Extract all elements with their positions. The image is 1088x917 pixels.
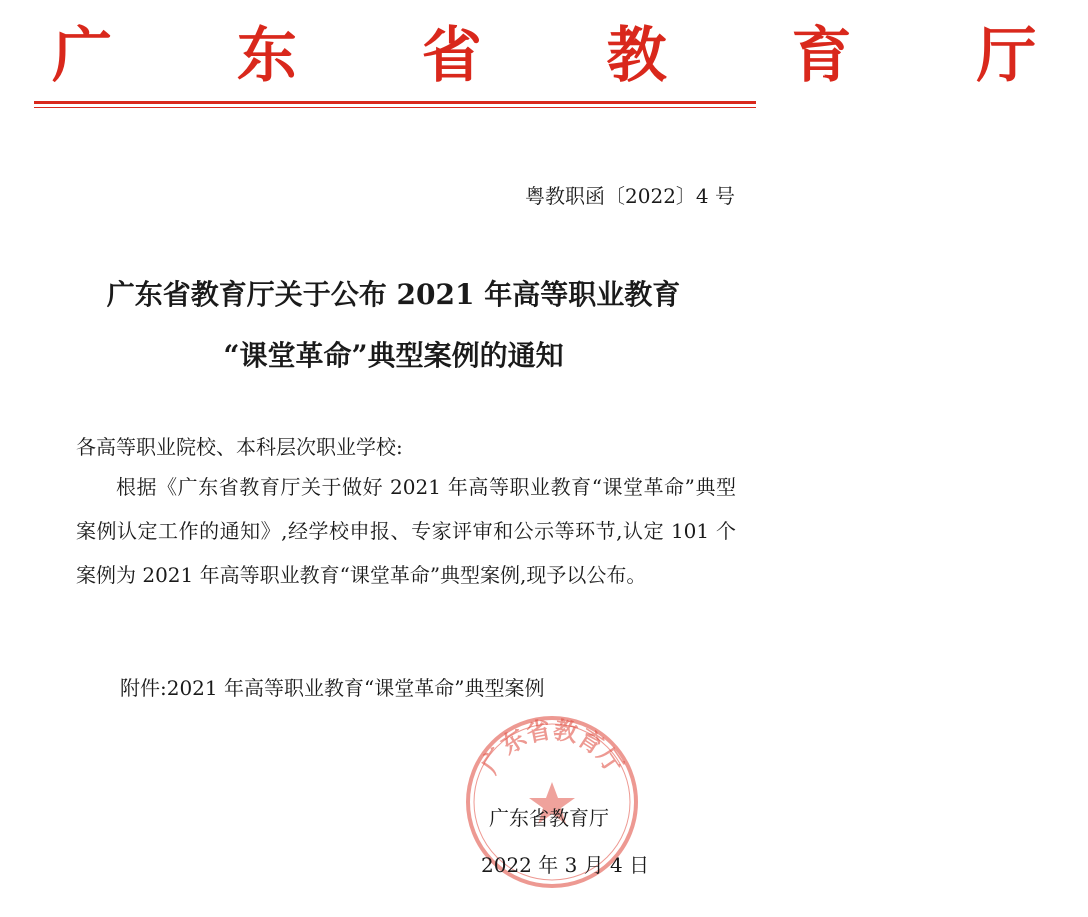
document-number: 粤教职函〔2022〕4 号	[525, 184, 735, 208]
letterhead-divider-thin	[34, 107, 756, 108]
notice-title-line-2: “课堂革命”典型案例的通知	[223, 339, 564, 372]
salutation: 各高等职业院校、本科层次职业学校:	[76, 435, 403, 459]
main-paragraph: 根据《广东省教育厅关于做好 2021 年高等职业教育“课堂革命”典型案例认定工作的通知》,经学校申报、专家评审和公示等环节,认定 101 个案例为 2021 年高等职业教育“课堂革命”典型案例,现予以公布。	[76, 475, 736, 587]
notice-title-line-1: 广东省教育厅关于公布 2021 年高等职业教育	[106, 278, 681, 311]
signature-organization: 广东省教育厅	[489, 806, 609, 830]
svg-text:广东省教育厅	[476, 716, 628, 779]
letterhead-divider	[34, 101, 756, 104]
letterhead-title: 广 东 省 教 育 厅	[52, 21, 1088, 91]
signature-date: 2022 年 3 月 4 日	[481, 853, 650, 877]
attachment-line: 附件:2021 年高等职业教育“课堂革命”典型案例	[120, 676, 545, 700]
seal-text: 广东省教育厅	[475, 715, 629, 779]
